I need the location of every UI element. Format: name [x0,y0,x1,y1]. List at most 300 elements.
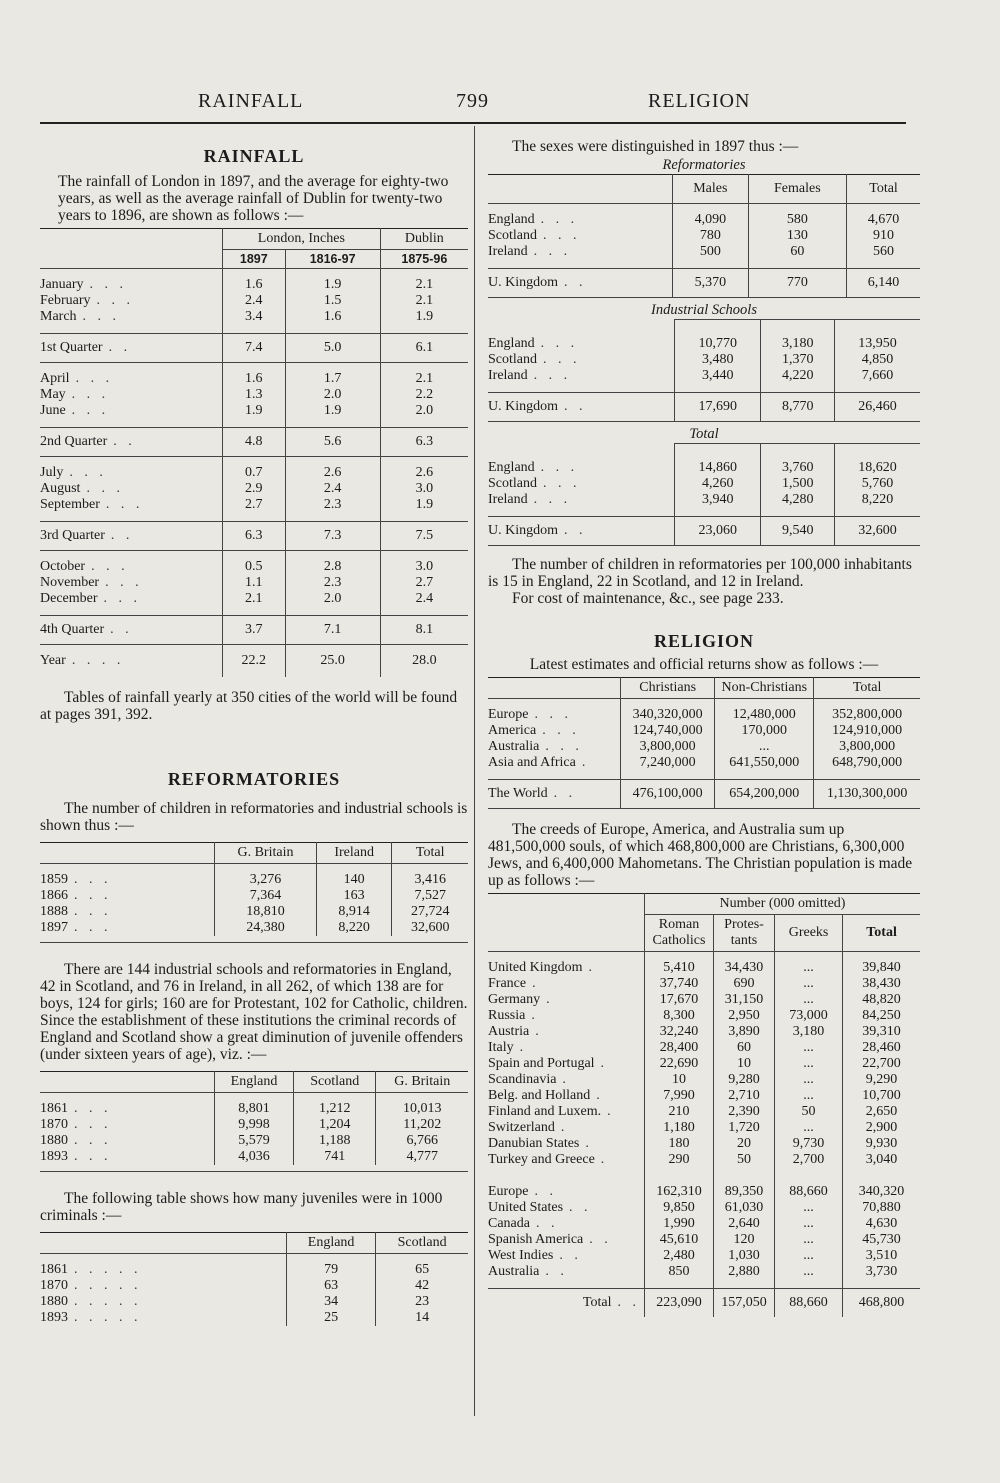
row-label-text: September [40,497,100,512]
table-cell: 2.3 [285,497,380,513]
table-cell: 170,000 [715,723,814,739]
table-cell: 12,480,000 [715,707,814,723]
table-cell: 1.7 [285,371,380,387]
religion-intro: Latest estimates and official returns show as follows :— [529,656,879,673]
table-cell: 2.1 [380,277,468,293]
juveniles-table [40,1232,468,1326]
row-label-text: February [40,293,91,308]
table-cell: 210 [645,1104,714,1120]
col-1875-96: 1875-96 [380,250,468,269]
table-cell: 8,914 [316,904,391,920]
table-cell: 770 [748,269,846,298]
table-cell: 5,370 [673,269,749,298]
table-cell: 2.0 [285,591,380,607]
row-label: May . . . [40,387,110,402]
table-cell: 14 [376,1310,468,1326]
table-row [488,352,920,368]
reformatories-title: REFORMATORIES [167,769,341,789]
row-label: Asia and Africa . [488,755,590,770]
table-cell: 9,930 [843,1136,920,1152]
row-label: Scotland . . . [488,476,581,491]
table-cell: 2.6 [285,465,380,481]
table-cell: 18,810 [215,904,317,920]
table-cell: 690 [714,976,775,992]
table-cell: 2,880 [714,1264,775,1280]
table-row [488,1232,920,1248]
quarter-row [40,616,468,645]
row-label: U. Kingdom . . [488,523,587,538]
row-label-text: April [40,371,70,386]
table-cell: 560 [847,244,920,260]
row-label: England . . . [488,460,579,475]
table-cell: 2.1 [380,293,468,309]
row-label-text: 1866 [40,888,68,903]
table-cell: 38,430 [843,976,920,992]
table-row [488,739,920,755]
table-row [488,212,920,228]
col-protestants: Protes-tants [714,915,775,952]
row-label: Belg. and Holland . [488,1088,604,1103]
table-row [488,1136,920,1152]
table-row [40,403,468,419]
header-rule [40,122,906,124]
table-row [488,707,920,723]
col-females: Females [748,175,846,204]
table-cell: 340,320 [843,1184,920,1200]
table-row [488,1216,920,1232]
table-cell: 9,280 [714,1072,775,1088]
table-row [488,1248,920,1264]
table-cell: 2.1 [223,591,286,607]
row-label: U. Kingdom . . [488,399,587,414]
table-cell: 7.3 [285,522,380,551]
row-label: Danubian States . [488,1136,593,1151]
row-label-text: May [40,387,66,402]
table-cell: 7,364 [215,888,317,904]
row-label: 3rd Quarter . . [40,528,134,543]
table-cell: 6.3 [223,522,286,551]
table-cell: 2.6 [380,465,468,481]
table-cell: 2,650 [843,1104,920,1120]
row-label-text: March [40,309,77,324]
table-cell: 32,600 [835,517,920,546]
table-cell: 2,950 [714,1008,775,1024]
reformatories-intro: The number of children in reformatories and industrial schools is shown thus :— [40,800,468,834]
table-cell: 2.1 [380,371,468,387]
table-cell: 2,640 [714,1216,775,1232]
table-cell: 476,100,000 [621,780,715,809]
row-label: Russia . [488,1008,539,1023]
row-label-text: America [488,723,537,738]
table-cell: 140 [316,872,391,888]
table-row [488,368,920,384]
row-label: 1880 . . . [40,1133,112,1148]
table-cell: 4,036 [215,1149,294,1165]
row-label: April . . . [40,371,114,386]
table-cell: 8,300 [645,1008,714,1024]
table-row [488,1184,920,1200]
row-label: August . . . [40,481,124,496]
table-cell: 7.1 [285,616,380,645]
table-cell: 130 [748,228,846,244]
table-cell: 4,260 [675,476,761,492]
table-cell: 73,000 [775,1008,843,1024]
table-cell: 6,140 [847,269,920,298]
table-cell: 352,800,000 [814,707,920,723]
row-label: Australia . . . [488,739,583,754]
table-row [40,309,468,325]
year-row [40,653,468,669]
col-roman-catholics: Roman Catholics [645,915,714,952]
row-label-text: Germany [488,992,541,1007]
table-cell: 2.2 [380,387,468,403]
table-cell: 741 [294,1149,376,1165]
table-cell: 8,220 [316,920,391,936]
table-cell: 3,276 [215,872,317,888]
table-row [40,277,468,293]
row-label-text: Ireland [488,244,528,259]
col-scotland: Scotland [294,1072,376,1093]
row-label-text: August [40,481,81,496]
table-cell: 1.9 [223,403,286,419]
table-cell: 42 [376,1278,468,1294]
col-non-christians: Non-Christians [715,678,814,699]
table-cell: ... [715,739,814,755]
row-label-text: Australia [488,1264,540,1279]
table-row [40,371,468,387]
row-label-text: 1861 [40,1262,68,1277]
table-cell: 2.4 [380,591,468,607]
row-label-text: Finland and Luxem. [488,1104,602,1119]
table-cell: 27,724 [392,904,468,920]
table-cell: 4,220 [761,368,835,384]
table-row [488,244,920,260]
col-1897: 1897 [223,250,286,269]
table-cell: 3.0 [380,481,468,497]
table-cell: 45,730 [843,1232,920,1248]
table-cell: 3,800,000 [621,739,715,755]
table-cell: ... [775,960,843,976]
table-cell: ... [775,1216,843,1232]
table-cell: 910 [847,228,920,244]
row-label-text: 1861 [40,1101,68,1116]
row-label: 1866 . . . [40,888,112,903]
sexes-intro: The sexes were distinguished in 1897 thus :— [512,138,799,155]
quarter-row [40,334,468,363]
row-label-text: 1870 [40,1117,68,1132]
table-cell: 25.0 [285,653,380,669]
table-cell: 340,320,000 [621,707,715,723]
table-cell: 3,760 [761,460,835,476]
col-christians: Christians [621,678,715,699]
row-label-text: Spanish America [488,1232,584,1247]
table-cell: 8,220 [835,492,920,508]
row-label-text: October [40,559,86,574]
row-label: June . . . [40,403,110,418]
table-cell: 6,766 [376,1133,468,1149]
row-label: Ireland . . . [488,492,572,507]
table-cell: 28,400 [645,1040,714,1056]
table-cell: 10 [714,1056,775,1072]
row-label: 1st Quarter . . [40,340,132,355]
table-cell: 3,480 [675,352,761,368]
table-row [40,293,468,309]
row-label-text: 1893 [40,1149,68,1164]
row-label: 1861 . . . . . [40,1262,142,1277]
rainfall-table [40,228,468,677]
table-row [488,976,920,992]
table-cell: 2.7 [380,575,468,591]
row-label: Europe . . [488,1184,557,1199]
table-cell: 4,630 [843,1216,920,1232]
row-label-text: U. Kingdom [488,275,558,290]
religion-title: RELIGION [653,631,755,651]
row-label-text: Danubian States [488,1136,580,1151]
table-row [488,960,920,976]
table-cell: 641,550,000 [715,755,814,771]
page-number: 799 [456,90,489,112]
row-label-text: Total [582,1295,612,1310]
table-cell: ... [775,1088,843,1104]
row-label-text: Scotland [488,476,537,491]
table-cell: 7,527 [392,888,468,904]
table-cell: 22,690 [645,1056,714,1072]
table-cell: ... [775,1120,843,1136]
table-row [40,481,468,497]
row-label-text: 1897 [40,920,68,935]
table-cell: 28.0 [380,653,468,669]
table-cell: 8.1 [380,616,468,645]
table-cell: 1.9 [380,497,468,513]
table-cell: 7,990 [645,1088,714,1104]
table-cell: ... [775,1040,843,1056]
table-cell: 18,620 [835,460,920,476]
row-label: Total . . [582,1295,640,1310]
table-cell: 4.8 [223,428,286,457]
row-label: 1897 . . . [40,920,112,935]
table-row [488,492,920,508]
table-cell: 3,800,000 [814,739,920,755]
table-row [488,1104,920,1120]
table-cell: 17,690 [675,393,761,422]
row-label: Canada . . [488,1216,559,1231]
row-label-text: 1st Quarter [40,340,103,355]
table-cell: 39,840 [843,960,920,976]
sexes-section-table [488,319,920,422]
row-label: Switzerland . [488,1120,569,1135]
row-label-text: West Indies [488,1248,554,1263]
right-column [488,128,920,1317]
table-cell: ... [775,1072,843,1088]
row-label: France . [488,976,540,991]
row-label: U. Kingdom . . [488,275,587,290]
total-row [488,1289,920,1318]
table-cell: 65 [376,1262,468,1278]
table-cell: ... [775,1200,843,1216]
row-label-text: 1880 [40,1133,68,1148]
table-cell: 11,202 [376,1117,468,1133]
col-greeks: Greeks [775,915,843,952]
table-cell: 2,700 [775,1152,843,1168]
row-label-text: 1870 [40,1278,68,1293]
table-row [488,336,920,352]
table-cell: 9,290 [843,1072,920,1088]
table-cell: 7,240,000 [621,755,715,771]
table-row [40,1310,468,1326]
table-cell: 3,416 [392,872,468,888]
row-label: 1893 . . . . . [40,1310,142,1325]
row-label-text: November [40,575,100,590]
table-cell: 124,740,000 [621,723,715,739]
row-label-text: England [488,460,535,475]
table-row [488,723,920,739]
religion-table [488,677,920,809]
table-cell: 124,910,000 [814,723,920,739]
row-label-text: Canada [488,1216,530,1231]
row-label-text: Australia [488,739,540,754]
quarter-row [40,522,468,551]
table-cell: 163 [316,888,391,904]
row-label-text: Scandinavia [488,1072,557,1087]
row-label-text: Switzerland [488,1120,555,1135]
row-label: March . . . [40,309,121,324]
row-label-text: 1880 [40,1294,68,1309]
table-cell: 63 [287,1278,376,1294]
sexes-section-table [488,174,920,298]
row-label-text: U. Kingdom [488,523,558,538]
table-cell: 2.4 [223,293,286,309]
table-cell: 648,790,000 [814,755,920,771]
table-cell: 7,660 [835,368,920,384]
table-cell: 1.9 [285,277,380,293]
row-label-text: 1888 [40,904,68,919]
row-label: September . . . [40,497,144,512]
row-label-text: 4th Quarter [40,622,105,637]
table-cell: 654,200,000 [715,780,814,809]
total-row [488,269,920,298]
table-cell: 6.3 [380,428,468,457]
table-cell: 0.7 [223,465,286,481]
table-cell: 10,013 [376,1101,468,1117]
table-cell: 500 [673,244,749,260]
table-row [40,904,468,920]
row-label-text: June [40,403,66,418]
rainfall-intro: The rainfall of London in 1897, and the average for eighty-two years, as well as the average rainfall of Dublin for twenty-two years to 1896, are shown as follows :— [58,173,449,224]
table-cell: 10 [645,1072,714,1088]
table-row [40,1117,468,1133]
section-caption: Industrial Schools [651,302,757,318]
table-cell: 157,050 [714,1289,775,1318]
row-label-text: Turkey and Greece [488,1152,595,1167]
table-cell: 2,390 [714,1104,775,1120]
table-cell: 4,670 [847,212,920,228]
table-cell: 8,801 [215,1101,294,1117]
table-cell: 3,510 [843,1248,920,1264]
row-label: Germany . [488,992,554,1007]
quarter-row [40,428,468,457]
table-row [488,1120,920,1136]
table-cell: 223,090 [645,1289,714,1318]
row-label: Turkey and Greece . [488,1152,609,1167]
running-head-right: RELIGION [648,90,751,112]
table-row [40,387,468,403]
row-label: 2nd Quarter . . [40,434,136,449]
table-cell: 120 [714,1232,775,1248]
table-cell: 5,410 [645,960,714,976]
row-label: January . . . [40,277,128,292]
row-label-text: December [40,591,98,606]
table-cell: 580 [748,212,846,228]
table-cell: 24,380 [215,920,317,936]
table-row [40,575,468,591]
row-label-text: 2nd Quarter [40,434,108,449]
table-cell: 5,760 [835,476,920,492]
table-cell: 79 [287,1262,376,1278]
table-cell: 1,720 [714,1120,775,1136]
row-label: England . . . [488,212,579,227]
table-cell: 50 [714,1152,775,1168]
col-males: Males [673,175,749,204]
running-head-left: RAINFALL [198,90,304,112]
table-row [40,1149,468,1165]
table-cell: ... [775,1056,843,1072]
group-london: London, Inches [223,229,381,250]
table-cell: 45,610 [645,1232,714,1248]
table-row [488,1152,920,1168]
row-label: 1859 . . . [40,872,112,887]
juveniles-para: The following table shows how many juveniles were in 1000 criminals :— [40,1190,443,1224]
group-dublin: Dublin [380,229,468,250]
table-cell: 1.6 [285,309,380,325]
sexes-section-table [488,443,920,546]
table-cell: 20 [714,1136,775,1152]
section-caption: Reformatories [662,157,746,173]
reformatories-table [40,842,468,936]
row-label-text: Spain and Portugal [488,1056,595,1071]
table-cell: 7.5 [380,522,468,551]
row-label: Australia . . [488,1264,568,1279]
table-cell: 1.1 [223,575,286,591]
total-row [488,393,920,422]
table-cell: 2,900 [843,1120,920,1136]
table-cell: 3,040 [843,1152,920,1168]
table-cell: 48,820 [843,992,920,1008]
col-total: Total [392,843,468,864]
table-cell: 25 [287,1310,376,1326]
table-cell: 88,660 [775,1289,843,1318]
table-cell: 32,600 [392,920,468,936]
table-row [40,559,468,575]
table-cell: 34 [287,1294,376,1310]
col-total: Total [843,915,920,952]
table-cell: 290 [645,1152,714,1168]
table-row [40,1294,468,1310]
table-cell: 2.0 [285,387,380,403]
table-cell: 1.5 [285,293,380,309]
table-cell: 9,540 [761,517,835,546]
table-cell: 5,579 [215,1133,294,1149]
row-label: 1893 . . . [40,1149,112,1164]
row-label: 4th Quarter . . [40,622,133,637]
table-cell: 22,700 [843,1056,920,1072]
table-cell: 1,204 [294,1117,376,1133]
row-label: Italy . [488,1040,528,1055]
sexes-table [488,157,920,546]
table-cell: 1,030 [714,1248,775,1264]
reformatories-para: There are 144 industrial schools and reformatories in England, 42 in Scotland, and 76 in Ireland, in all 262, of which 138 are for boys, 124 for girls; 160 are for Protestant, 102 for Catholic, children. Since the establishment of these institutions the criminal records of England and Scotland show a great diminution of juvenile offenders (under sixteen years of age), viz. :— [40,961,468,1063]
table-cell: 780 [673,228,749,244]
row-label: The World . . [488,786,577,801]
